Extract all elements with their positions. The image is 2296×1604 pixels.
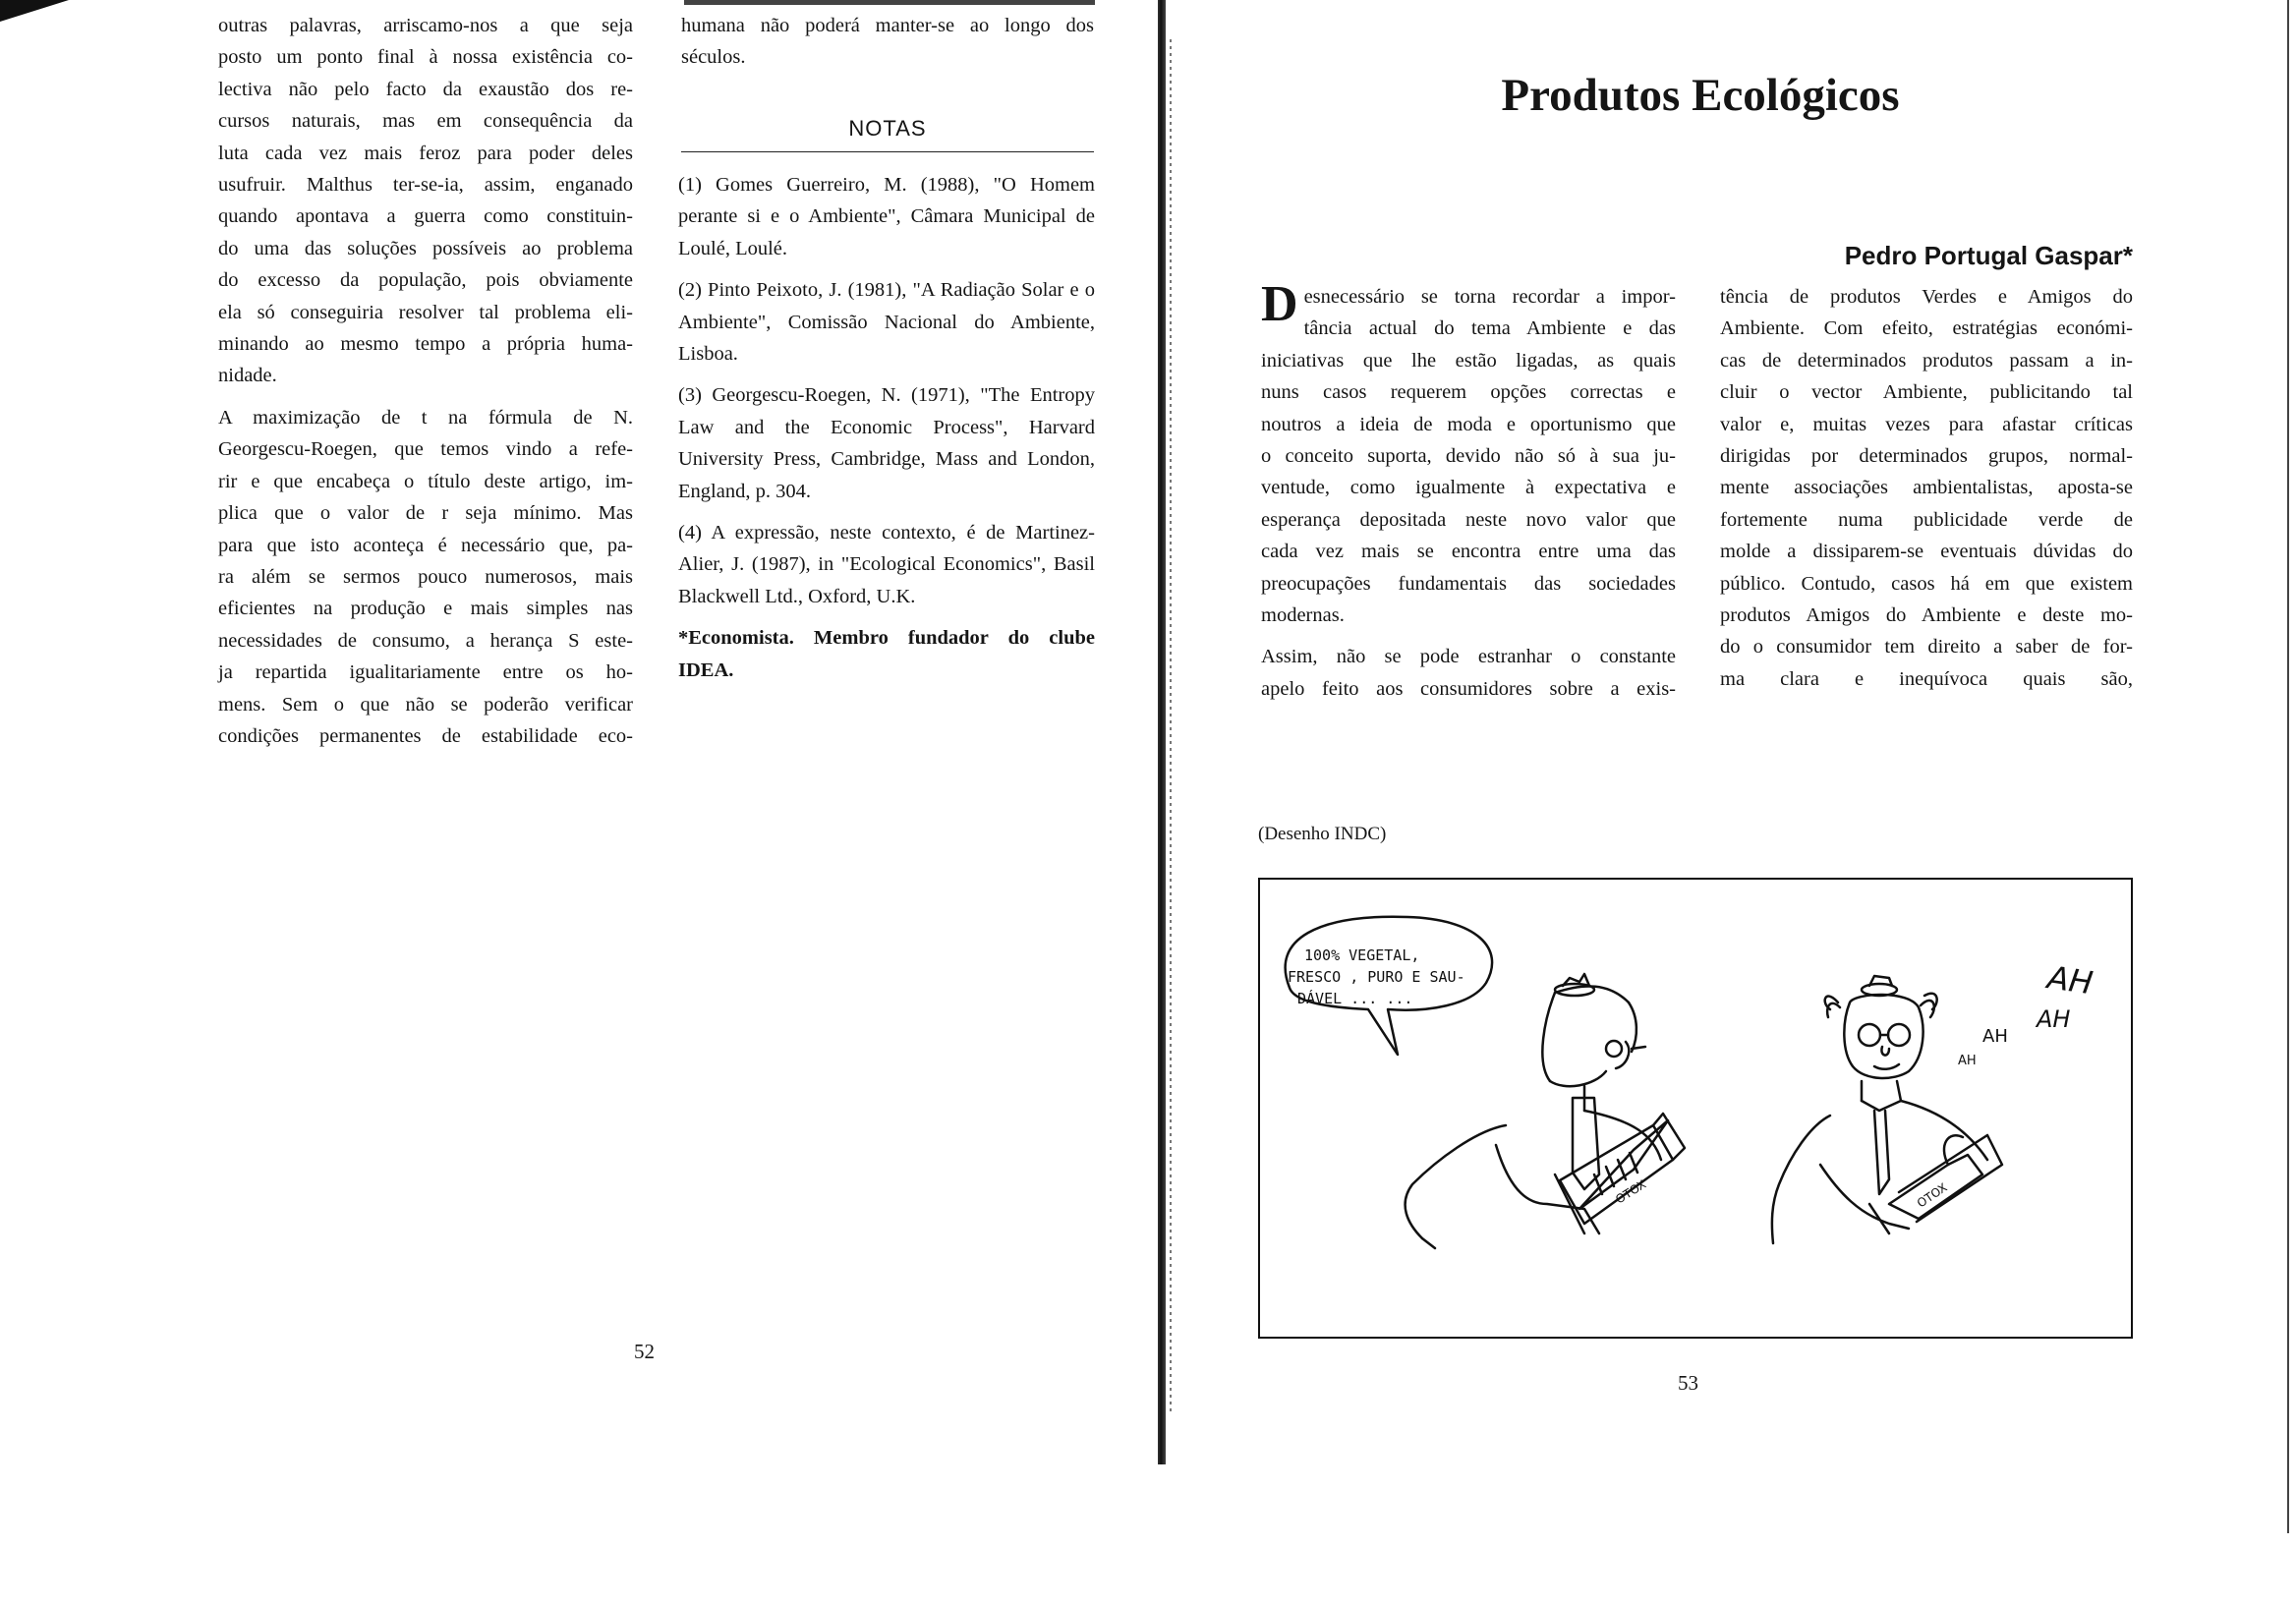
text-line: ma clara e inequívoca quais são, <box>1720 667 2133 690</box>
text-line: esperança depositada neste novo valor que <box>1261 508 1676 531</box>
text-line: cluir o vector Ambiente, publicitando tal <box>1720 381 2133 404</box>
text-line: público. Contudo, casos há em que existem <box>1720 572 2133 595</box>
text-line: plica que o valor de r seja mínimo. Mas <box>218 502 633 525</box>
text-line: cursos naturais, mas em consequência da <box>218 110 633 133</box>
text-line: minando ao mesmo tempo a própria huma- <box>218 333 633 356</box>
text-line: molde a dissiparem-se eventuais dúvidas do <box>1720 541 2133 563</box>
text-line: nidade. <box>218 365 277 387</box>
body-paragraph-1 <box>218 10 633 392</box>
note-item: (1) Gomes Guerreiro, M. (1988), "O Homem perante si e o Ambiente", Câmara Municipal de Loulé, Loulé. <box>678 174 1095 259</box>
article-author: Pedro Portugal Gaspar* <box>1844 241 2133 270</box>
notes-list <box>678 169 1095 696</box>
text-line: outras palavras, arriscamo-nos a que seja <box>218 15 633 36</box>
text-line: dirigidas por determinados grupos, normal- <box>1720 445 2133 468</box>
right-edge-line <box>2287 0 2289 1533</box>
text-line: necessidades de consumo, a herança S este- <box>218 629 633 652</box>
text-line: tência de produtos Verdes e Amigos do <box>1720 286 2133 308</box>
text-line: quando apontava a guerra como constituin- <box>218 205 633 228</box>
text-line: Ambiente. Com efeito, estratégias económi- <box>1720 317 2133 340</box>
text-line: A maximização de t na fórmula de N. <box>218 406 633 429</box>
text-line: cada vez mais se encontra entre uma das <box>1261 541 1676 563</box>
text-line: valor e, muitas vezes para afastar críticas <box>1720 413 2133 435</box>
text-line: ja repartida igualitariamente entre os ho- <box>218 661 633 684</box>
right-column-1 <box>1261 276 1676 705</box>
laugh-text: AH <box>1958 1054 1977 1068</box>
text-line: eficientes na produção e mais simples nas <box>218 598 633 620</box>
binding-gutter <box>1158 0 1166 1464</box>
text-line: produtos Amigos do Ambiente e deste mo- <box>1720 604 2133 627</box>
cartoon-illustration <box>1258 878 2133 1339</box>
text-line: cas de determinados produtos passam a in- <box>1720 349 2133 372</box>
text-line: noutros a ideia de moda e oportunismo que <box>1261 413 1676 435</box>
laugh-text: AH <box>2044 958 2095 1002</box>
notes-title: NOTAS <box>848 116 927 141</box>
page-corner-mark <box>0 0 69 22</box>
article-title: Produtos Ecológicos <box>1501 70 1900 121</box>
text-line: iniciativas que lhe estão ligadas, as quais <box>1261 349 1676 372</box>
laugh-text: AH <box>1982 1026 2008 1047</box>
notes-divider <box>681 151 1094 152</box>
text-line: esnecessário se torna recordar a impor- <box>1303 286 1676 308</box>
text-line: mens. Sem o que não se poderão verificar <box>218 693 633 716</box>
text-line: mente associações ambientalistas, aposta-se <box>1720 477 2133 499</box>
text-line: humana não poderá manter-se ao longo dos <box>681 15 1094 36</box>
note-item: (2) Pinto Peixoto, J. (1981), "A Radiação Solar e o Ambiente", Comissão Nacional do Ambiente, Lisboa. <box>678 279 1095 366</box>
text-line: ela só conseguiria resolver tal problema eli- <box>218 301 633 323</box>
text-line: apelo feito aos consumidores sobre a exis- <box>1261 677 1676 700</box>
binding-shadow <box>1170 39 1172 1415</box>
box-label: OTOX <box>1613 1176 1649 1207</box>
right-column-2 <box>1720 281 2133 695</box>
text-line: ra além se sermos pouco numerosos, mais <box>218 565 633 588</box>
body-paragraph-2 <box>218 402 633 752</box>
text-line: do o consumidor tem direito a saber de for- <box>1720 636 2133 659</box>
text-line: o conceito suporta, devido não só à sua ju- <box>1261 445 1676 468</box>
cartoon-caption: (Desenho INDC) <box>1258 824 1387 844</box>
speech-text-line: FRESCO , PURO E SAU- <box>1288 968 1465 986</box>
text-line: lectiva não pelo facto da exaustão dos re- <box>218 78 633 100</box>
text-line: Georgescu-Roegen, que temos vindo a refe- <box>218 438 633 461</box>
note-item: (3) Georgescu-Roegen, N. (1971), "The Entropy Law and the Economic Process", Harvard University Press, Cambridge, Mass and London, England, p. 304. <box>678 384 1095 502</box>
clipped-top-line <box>684 0 1095 5</box>
left-column-2-top <box>681 10 1094 74</box>
box-label: OTOX <box>1914 1180 1950 1211</box>
text-line: para que isto aconteça é necessário que, pa- <box>218 534 633 556</box>
page-number-left: 52 <box>634 1340 655 1363</box>
right-man-figure <box>1772 976 2002 1243</box>
text-line: preocupações fundamentais das sociedades <box>1261 572 1676 595</box>
page-number-right: 53 <box>1678 1371 1698 1395</box>
text-line: luta cada vez mais feroz para poder deles <box>218 142 633 164</box>
text-line: rir e que encabeça o título deste artigo, im- <box>218 470 633 492</box>
drop-cap: D <box>1261 276 1298 332</box>
text-line: ventude, como igualmente à expectativa e <box>1261 477 1676 499</box>
speech-text-line: 100% VEGETAL, <box>1304 946 1420 964</box>
text-line: do excesso da população, pois obviamente <box>218 269 633 292</box>
text-line: posto um ponto final à nossa existência co- <box>218 46 633 69</box>
laugh-text: AH <box>2037 1005 2071 1033</box>
text-line: modernas. <box>1261 604 1345 627</box>
left-man-figure <box>1406 974 1685 1248</box>
text-line: Assim, não se pode estranhar o constante <box>1261 646 1676 668</box>
text-line: do uma das soluções possíveis ao problema <box>218 237 633 259</box>
text-line: tância actual do tema Ambiente e das <box>1303 317 1676 340</box>
body-paragraph <box>1261 641 1676 705</box>
text-line: condições permanentes de estabilidade eco- <box>218 724 633 747</box>
author-footnote: *Economista. Membro fundador do clube IDEA. <box>678 627 1095 681</box>
text-line: séculos. <box>681 46 746 69</box>
speech-text-line: DÁVEL ... ... <box>1297 990 1413 1007</box>
text-line: usufruir. Malthus ter-se-ia, assim, enganado <box>218 174 633 197</box>
left-column-1 <box>218 10 633 752</box>
text-line: nuns casos requerem opções correctas e <box>1261 381 1676 404</box>
note-item: (4) A expressão, neste contexto, é de Martinez-Alier, J. (1987), in "Ecological Economics", Basil Blackwell Ltd., Oxford, U.K. <box>678 522 1095 607</box>
text-line: fortemente numa publicidade verde de <box>1720 508 2133 531</box>
